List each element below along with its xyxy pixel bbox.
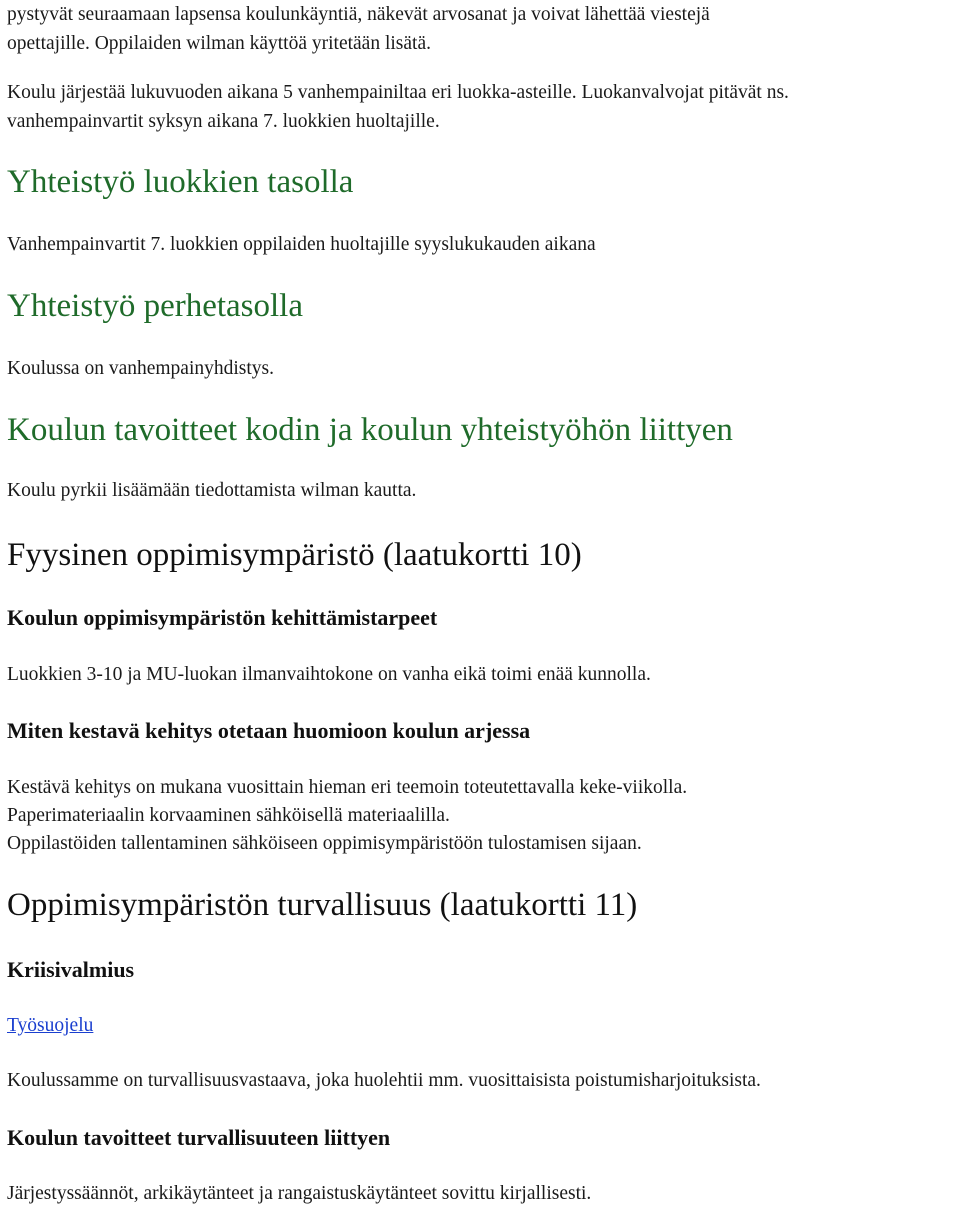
intro-line-4: vanhempainvartit syksyn aikana 7. luokkien huoltajille. (7, 111, 440, 132)
text-keke-viikko: Kestävä kehitys on mukana vuosittain hieman eri teemoin toteutettavalla keke-viikolla. (7, 777, 688, 798)
text-vanhempainyhdistys: Koulussa on vanhempainyhdistys. (7, 358, 275, 379)
text-vanhempainvartit: Vanhempainvartit 7. luokkien oppilaiden huoltajille syyslukukauden aikana (7, 234, 596, 255)
heading-turvallisuus: Oppimisympäristön turvallisuus (laatukortti 11) (7, 887, 638, 923)
text-jarjestyssaannot: Järjestyssäännöt, arkikäytänteet ja rangaistuskäytänteet sovittu kirjallisesti. (7, 1183, 592, 1204)
text-ilmanvaihto: Luokkien 3-10 ja MU-luokan ilmanvaihtokone on vanha eikä toimi enää kunnolla. (7, 664, 651, 685)
intro-line-1: pystyvät seuraamaan lapsensa koulunkäyntiä, näkevät arvosanat ja voivat lähettää viestejä (7, 4, 710, 25)
subheading-kriisivalmius: Kriisivalmius (7, 957, 135, 982)
link-tyosuojelu[interactable]: Työsuojelu (7, 1015, 94, 1036)
heading-yhteistyo-perhe: Yhteistyö perhetasolla (7, 288, 304, 324)
heading-yhteistyo-luokat: Yhteistyö luokkien tasolla (7, 164, 354, 200)
subheading-kehittamistarpeet: Koulun oppimisympäristön kehittämistarpeet (7, 605, 438, 630)
subheading-turvallisuustavoitteet: Koulun tavoitteet turvallisuuteen liittyen (7, 1125, 391, 1150)
text-wilma: Koulu pyrkii lisäämään tiedottamista wilman kautta. (7, 480, 417, 501)
subheading-kestava-kehitys: Miten kestavä kehitys otetaan huomioon koulun arjessa (7, 718, 531, 743)
text-turvallisuusvastaava: Koulussamme on turvallisuusvastaava, joka huolehtii mm. vuosittaisista poistumisharjoituksista. (7, 1070, 761, 1091)
heading-fyysinen-oppimisymparisto: Fyysinen oppimisympäristö (laatukortti 10) (7, 537, 582, 573)
intro-line-3: Koulu järjestää lukuvuoden aikana 5 vanhempainiltaa eri luokka-asteille. Luokanvalvojat pitävät ns. (7, 82, 789, 103)
text-paperimateriaali: Paperimateriaalin korvaaminen sähköisellä materiaalilla. (7, 805, 450, 826)
heading-koulun-tavoitteet: Koulun tavoitteet kodin ja koulun yhteistyöhön liittyen (7, 412, 733, 448)
text-oppilastyot: Oppilastöiden tallentaminen sähköiseen oppimisympäristöön tulostamisen sijaan. (7, 833, 642, 854)
intro-line-2: opettajille. Oppilaiden wilman käyttöä yritetään lisätä. (7, 33, 431, 54)
